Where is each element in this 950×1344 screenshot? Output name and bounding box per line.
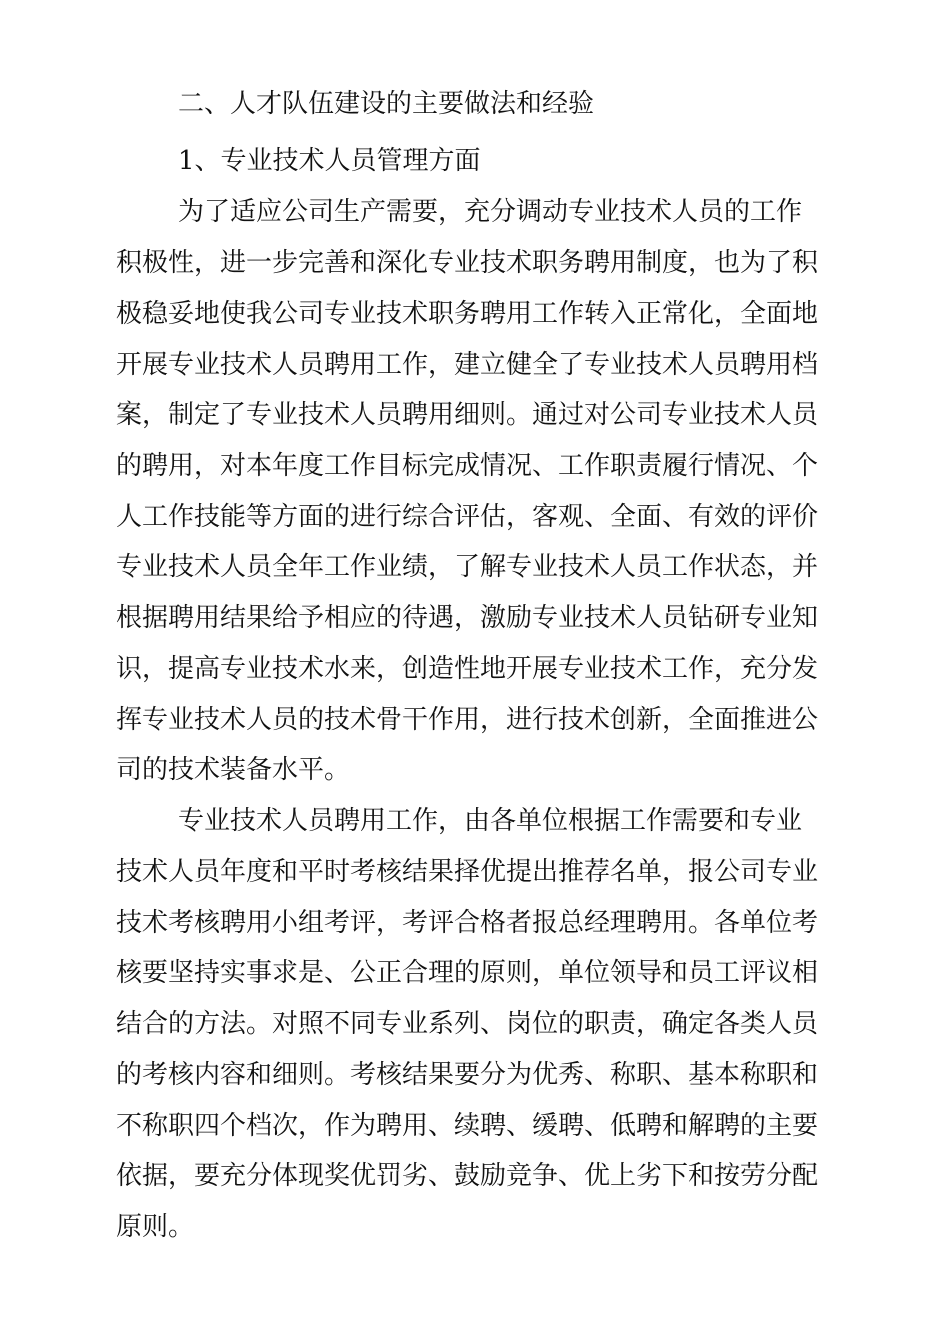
paragraph-2-line: 技术考核聘用小组考评，考评合格者报总经理聘用。各单位考: [116, 908, 819, 938]
paragraph-1-line: 司的技术装备水平。: [116, 755, 351, 785]
paragraph-1-line: 极稳妥地使我公司专业技术职务聘用工作转入正常化，全面地: [116, 299, 819, 329]
paragraph-2-line: 技术人员年度和平时考核结果择优提出推荐名单，报公司专业: [116, 857, 819, 887]
paragraph-2-line: 不称职四个档次，作为聘用、续聘、缓聘、低聘和解聘的主要: [116, 1111, 819, 1141]
paragraph-1-line: 为了适应公司生产需要，充分调动专业技术人员的工作: [178, 197, 803, 227]
paragraph-1-line: 人工作技能等方面的进行综合评估，客观、全面、有效的评价: [116, 502, 819, 532]
paragraph-1-line: 根据聘用结果给予相应的待遇，激励专业技术人员钻研专业知: [116, 603, 819, 633]
paragraph-2-line: 原则。: [116, 1212, 195, 1242]
paragraph-1-line: 识，提高专业技术水来，创造性地开展专业技术工作，充分发: [116, 654, 819, 684]
paragraph-2-line: 依据，要充分体现奖优罚劣、鼓励竞争、优上劣下和按劳分配: [116, 1161, 819, 1191]
paragraph-2-line: 核要坚持实事求是、公正合理的原则，单位领导和员工评议相: [116, 958, 819, 988]
paragraph-2-line: 结合的方法。对照不同专业系列、岗位的职责，确定各类人员: [116, 1009, 819, 1039]
section-heading: 二、人才队伍建设的主要做法和经验: [178, 89, 595, 119]
subsection-heading: 1、专业技术人员管理方面: [178, 146, 481, 176]
paragraph-1-line: 积极性，进一步完善和深化专业技术职务聘用制度，也为了积: [116, 248, 819, 278]
paragraph-2-line: 的考核内容和细则。考核结果要分为优秀、称职、基本称职和: [116, 1060, 819, 1090]
paragraph-1-line: 挥专业技术人员的技术骨干作用，进行技术创新，全面推进公: [116, 705, 819, 735]
paragraph-2-line: 专业技术人员聘用工作，由各单位根据工作需要和专业: [178, 806, 803, 836]
paragraph-1-line: 开展专业技术人员聘用工作，建立健全了专业技术人员聘用档: [116, 350, 819, 380]
paragraph-1-line: 的聘用，对本年度工作目标完成情况、工作职责履行情况、个: [116, 451, 819, 481]
paragraph-1-line: 案，制定了专业技术人员聘用细则。通过对公司专业技术人员: [116, 400, 819, 430]
paragraph-1-line: 专业技术人员全年工作业绩，了解专业技术人员工作状态，并: [116, 552, 819, 582]
